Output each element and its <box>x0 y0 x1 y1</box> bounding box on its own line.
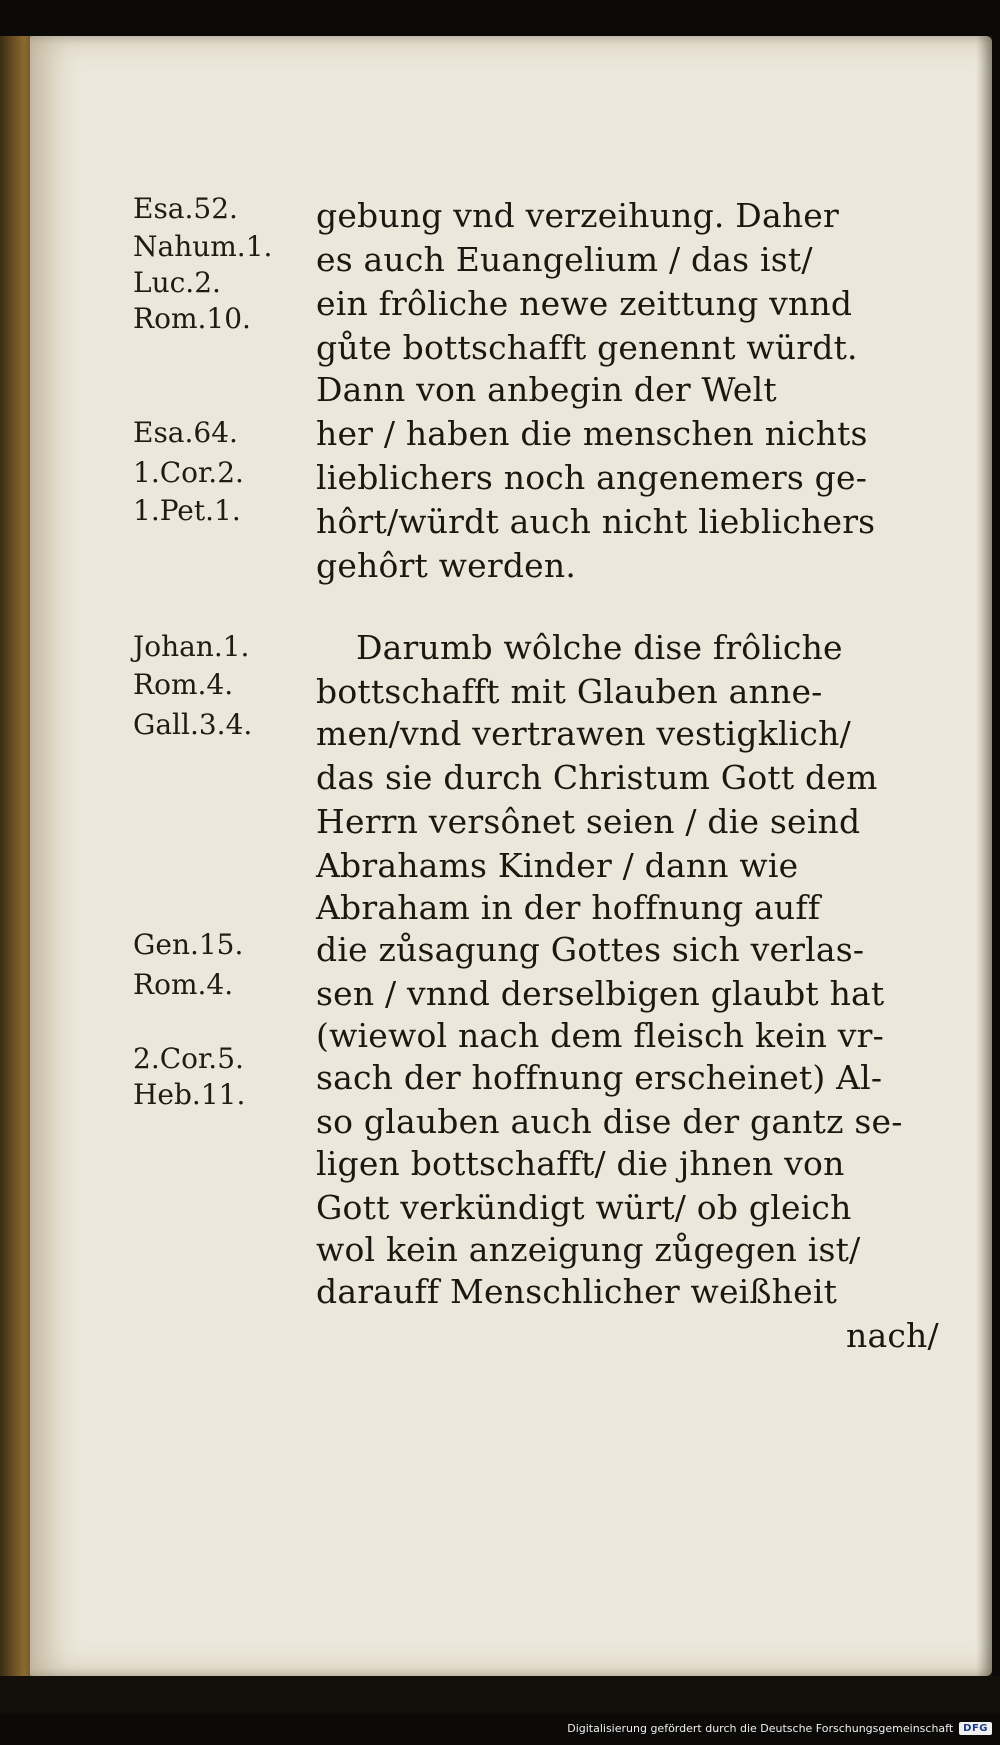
text-line: Abrahams Kinder / dann wie <box>316 846 799 885</box>
bottom-dark-strip <box>0 1676 1000 1714</box>
text-line: hôrt/würdt auch nicht lieblichers <box>316 502 876 541</box>
text-line: die zůsagung Gottes sich verlas- <box>316 930 865 969</box>
margin-note: Gen.15. <box>133 928 244 961</box>
margin-note: Esa.64. <box>133 416 238 449</box>
margin-note: Rom.4. <box>133 968 234 1001</box>
footer-credit-text: Digitalisierung gefördert durch die Deutsche Forschungsgemeinschaft <box>567 1721 954 1735</box>
margin-note: Esa.52. <box>133 192 238 225</box>
digitization-footer <box>567 1717 992 1739</box>
margin-note: Rom.10. <box>133 302 251 335</box>
text-line: das sie durch Christum Gott dem <box>316 758 878 797</box>
dfg-logo-icon: DFG <box>959 1722 992 1735</box>
page-gutter-shadow <box>976 36 992 1676</box>
text-line: es auch Euangelium / das ist/ <box>316 240 813 279</box>
margin-note: 1.Pet.1. <box>133 494 241 527</box>
text-line: Dann von anbegin der Welt <box>316 370 777 409</box>
text-line: Herrn versônet seien / die seind <box>316 802 861 841</box>
margin-note: Nahum.1. <box>133 230 273 263</box>
text-line: (wiewol nach dem fleisch kein vr- <box>316 1016 884 1055</box>
text-line: ligen bottschafft/ die jhnen von <box>316 1144 845 1183</box>
margin-note: Luc.2. <box>133 266 221 299</box>
text-line: bottschafft mit Glauben anne- <box>316 672 823 711</box>
text-line: lieblichers noch angenemers ge- <box>316 458 868 497</box>
text-line: wol kein anzeigung zůgegen ist/ <box>316 1230 861 1269</box>
catchword: nach/ <box>846 1316 939 1355</box>
text-line: darauff Menschlicher weißheit <box>316 1272 838 1311</box>
text-line: men/vnd vertrawen vestigklich/ <box>316 714 851 753</box>
text-line: Darumb wôlche dise frôliche <box>356 628 843 667</box>
text-line: sen / vnnd derselbigen glaubt hat <box>316 974 885 1013</box>
text-line: gehôrt werden. <box>316 546 577 585</box>
margin-note: Johan.1. <box>133 630 250 663</box>
text-line: Abraham in der hoffnung auff <box>316 888 821 927</box>
text-line: gůte bottschafft genennt würdt. <box>316 328 858 367</box>
text-line: Gott verkündigt würt/ ob gleich <box>316 1188 852 1227</box>
margin-note: 2.Cor.5. <box>133 1042 244 1075</box>
text-line: so glauben auch dise der gantz se- <box>316 1102 903 1141</box>
margin-note: 1.Cor.2. <box>133 456 244 489</box>
margin-note: Gall.3.4. <box>133 708 253 741</box>
text-line: gebung vnd verzeihung. Daher <box>316 196 839 235</box>
text-line: her / haben die menschen nichts <box>316 414 868 453</box>
text-line: ein frôliche newe zeittung vnnd <box>316 284 853 323</box>
margin-note: Heb.11. <box>133 1078 246 1111</box>
margin-note: Rom.4. <box>133 668 234 701</box>
text-line: sach der hoffnung erscheinet) Al- <box>316 1058 883 1097</box>
